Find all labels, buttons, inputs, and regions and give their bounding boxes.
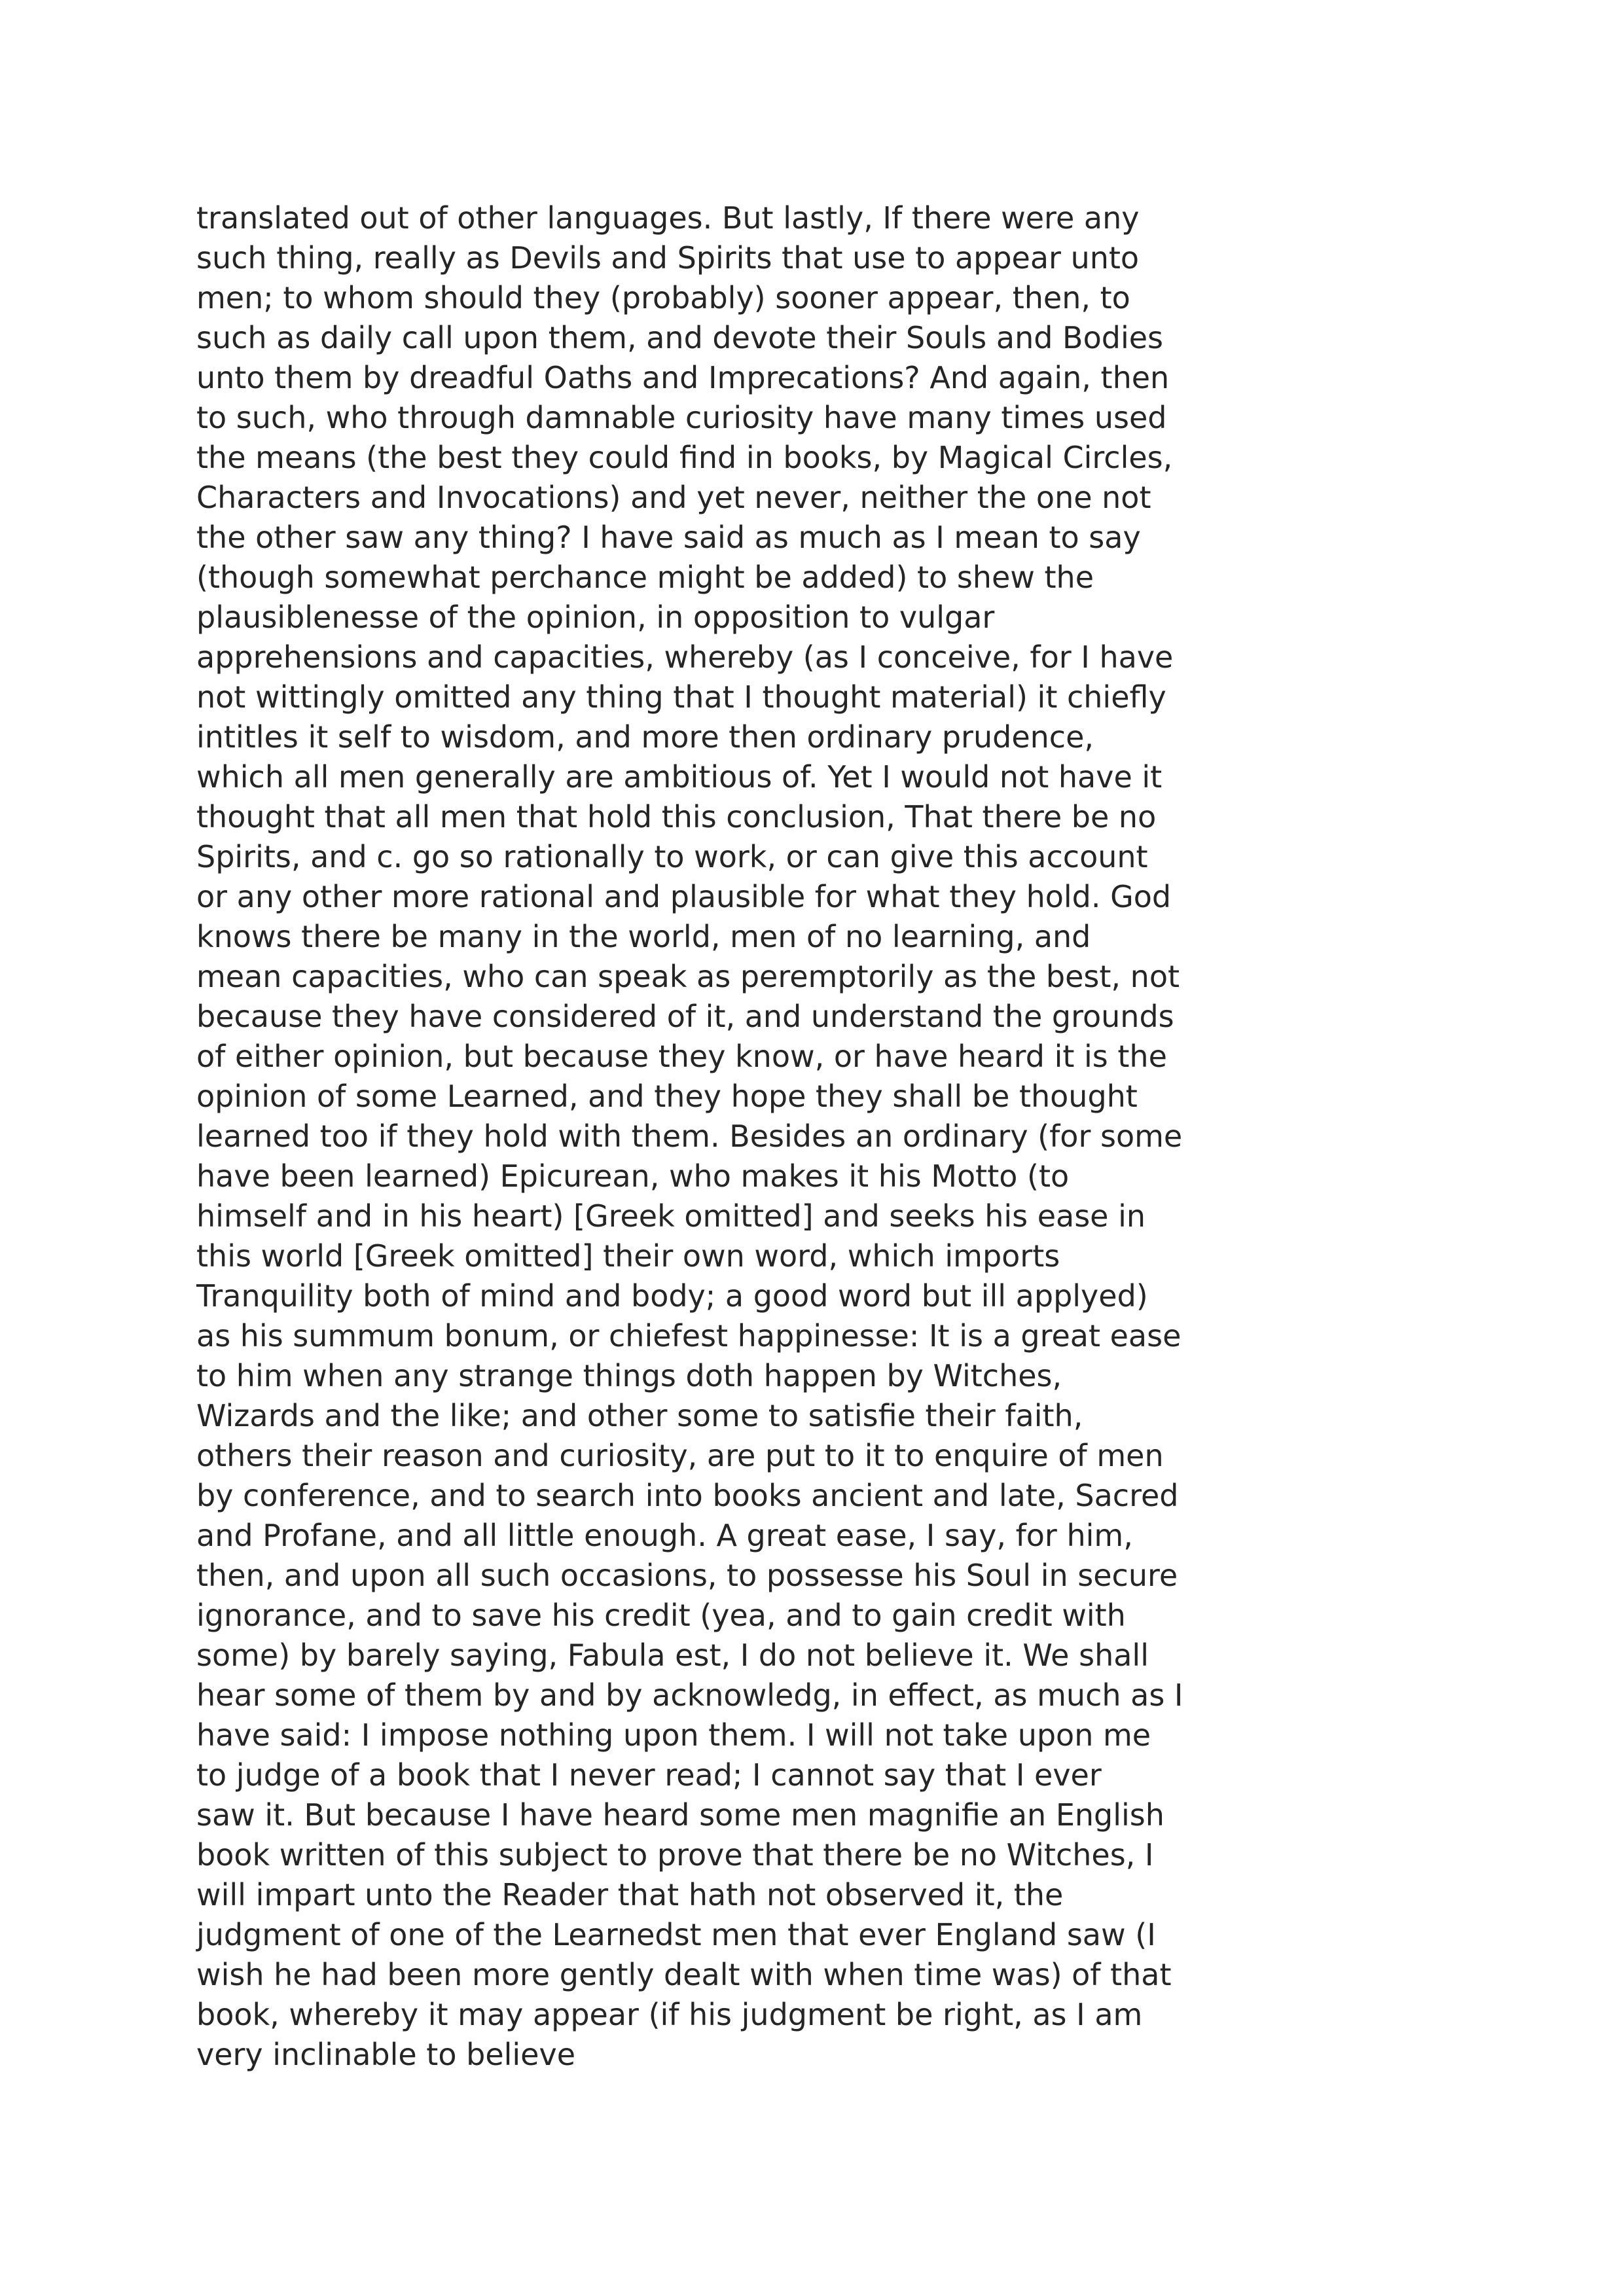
text-line: intitles it self to wisdom, and more then ordinary prudence, — [196, 719, 1094, 755]
text-line: to him when any strange things doth happen by Witches, — [196, 1358, 1062, 1393]
text-line: judgment of one of the Learnedst men that ever England saw (I — [196, 1917, 1156, 1952]
text-line: very inclinable to believe — [196, 2037, 575, 2072]
text-line: learned too if they hold with them. Besides an ordinary (for some — [196, 1119, 1183, 1154]
text-line: knows there be many in the world, men of no learning, and — [196, 919, 1091, 954]
text-line: book, whereby it may appear (if his judgment be right, as I am — [196, 1997, 1143, 2032]
text-line: or any other more rational and plausible for what they hold. God — [196, 879, 1172, 914]
body-text — [196, 198, 1322, 2075]
text-line: because they have considered of it, and understand the grounds — [196, 999, 1174, 1034]
text-line: hear some of them by and by acknowledg, in effect, as much as I — [196, 1677, 1183, 1713]
text-line: by conference, and to search into books ancient and late, Sacred — [196, 1478, 1179, 1513]
text-line: such as daily call upon them, and devote their Souls and Bodies — [196, 320, 1164, 355]
text-line: have said: I impose nothing upon them. I will not take upon me — [196, 1717, 1151, 1753]
text-line: to judge of a book that I never read; I cannot say that I ever — [196, 1757, 1102, 1793]
text-line: others their reason and curiosity, are put to it to enquire of men — [196, 1438, 1164, 1473]
text-line: such thing, really as Devils and Spirits that use to appear unto — [196, 240, 1140, 276]
text-line: the other saw any thing? I have said as much as I mean to say — [196, 520, 1141, 555]
text-line: Characters and Invocations) and yet never, neither the one not — [196, 480, 1151, 515]
text-line: of either opinion, but because they know, or have heard it is the — [196, 1039, 1167, 1074]
text-line: as his summum bonum, or chiefest happinesse: It is a great ease — [196, 1318, 1182, 1354]
text-line: the means (the best they could find in books, by Magical Circles, — [196, 440, 1173, 475]
text-line: mean capacities, who can speak as peremptorily as the best, not — [196, 959, 1180, 994]
text-line: and Profane, and all little enough. A great ease, I say, for him, — [196, 1518, 1133, 1553]
text-line: apprehensions and capacities, whereby (as I conceive, for I have — [196, 639, 1174, 675]
text-line: will impart unto the Reader that hath not observed it, the — [196, 1877, 1064, 1912]
text-line: this world [Greek omitted] their own word, which imports — [196, 1238, 1060, 1274]
text-line: translated out of other languages. But lastly, If there were any — [196, 200, 1140, 236]
text-line: ignorance, and to save his credit (yea, and to gain credit with — [196, 1598, 1126, 1633]
text-line: saw it. But because I have heard some men magnifie an English — [196, 1797, 1164, 1833]
text-line: book written of this subject to prove that there be no Witches, I — [196, 1837, 1154, 1873]
text-line: then, and upon all such occasions, to possesse his Soul in secure — [196, 1558, 1178, 1593]
text-line: to such, who through damnable curiosity have many times used — [196, 400, 1167, 435]
text-line: opinion of some Learned, and they hope they shall be thought — [196, 1079, 1138, 1114]
text-line: plausiblenesse of the opinion, in opposition to vulgar — [196, 600, 995, 635]
text-line: some) by barely saying, Fabula est, I do not believe it. We shall — [196, 1638, 1149, 1673]
text-line: not wittingly omitted any thing that I thought material) it chiefly — [196, 679, 1166, 715]
text-line: wish he had been more gently dealt with when time was) of that — [196, 1957, 1172, 1992]
text-line: thought that all men that hold this conclusion, That there be no — [196, 799, 1157, 834]
text-line: himself and in his heart) [Greek omitted] and seeks his ease in — [196, 1198, 1146, 1234]
text-line: Spirits, and c. go so rationally to work, or can give this account — [196, 839, 1148, 874]
text-line: have been learned) Epicurean, who makes it his Motto (to — [196, 1158, 1070, 1194]
text-line: Wizards and the like; and other some to satisfie their faith, — [196, 1398, 1083, 1433]
text-line: which all men generally are ambitious of. Yet I would not have it — [196, 759, 1163, 795]
text-line: (though somewhat perchance might be added) to shew the — [196, 560, 1094, 595]
text-line: men; to whom should they (probably) sooner appear, then, to — [196, 280, 1130, 315]
text-line: Tranquility both of mind and body; a good word but ill applyed) — [196, 1278, 1148, 1314]
text-line: unto them by dreadful Oaths and Imprecations? And again, then — [196, 360, 1170, 395]
